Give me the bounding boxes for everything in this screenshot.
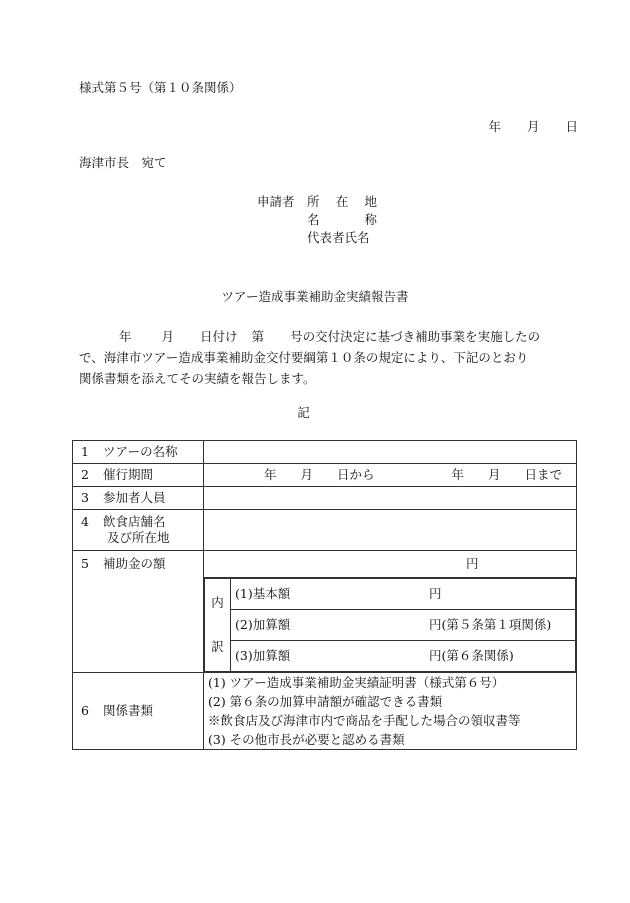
body-dai: 第 bbox=[251, 329, 265, 344]
table-row bbox=[73, 441, 577, 464]
addressee: 海津市長 宛て bbox=[79, 155, 167, 170]
date-year: 年 bbox=[488, 119, 501, 134]
table-row bbox=[73, 464, 577, 487]
row-label: 3 参加者人員 bbox=[73, 487, 204, 510]
applicant-block bbox=[257, 196, 377, 250]
name-label-char-2: 称 bbox=[364, 212, 377, 227]
row-label: 1 ツアーの名称 bbox=[73, 441, 204, 464]
body-line-3: 関係書類を添えてその実績を報告します。 bbox=[79, 371, 316, 386]
address-label-char-2: 在 bbox=[335, 194, 349, 209]
form-number: 様式第５号（第１０条関係） bbox=[79, 80, 242, 95]
address-label-char-3: 地 bbox=[364, 194, 377, 209]
breakdown-cell: 内 訳 (1)基本額 円 (2)加算額 円(第５条第１項関係) (3)加算額 円(第６条関係) bbox=[204, 578, 577, 673]
body-paragraph bbox=[79, 326, 579, 389]
address-label-char-1: 所 bbox=[307, 194, 320, 209]
body-line-2: で、海津市ツアー造成事業補助金交付要綱第１０条の規定により、下記のとおり bbox=[79, 350, 529, 365]
period-cell: 年 月 日から 年 月 日まで bbox=[204, 464, 577, 487]
table-row bbox=[73, 551, 577, 578]
body-month: 月 bbox=[161, 329, 175, 344]
ki-heading bbox=[0, 407, 630, 420]
body-go-text: 号の交付決定に基づき補助事業を実施したの bbox=[290, 329, 541, 344]
document-title: ツアー造成事業補助金実績報告書 bbox=[221, 289, 409, 304]
report-table bbox=[72, 440, 577, 750]
amount-cell: 円 bbox=[204, 551, 577, 578]
date-day: 日 bbox=[565, 119, 578, 134]
ki-text: 記 bbox=[297, 405, 310, 420]
row-label: 4 飲食店舗名 及び所在地 bbox=[73, 510, 204, 551]
name-label-char-1: 名 bbox=[307, 212, 320, 227]
tour-name-cell bbox=[204, 441, 577, 464]
breakdown-label: 内 訳 bbox=[205, 579, 231, 672]
table-row bbox=[73, 487, 577, 510]
representative-label: 代表者氏名 bbox=[307, 230, 370, 245]
restaurant-cell bbox=[204, 510, 577, 551]
date-month: 月 bbox=[526, 119, 540, 134]
applicant-role: 申請者 bbox=[257, 194, 295, 209]
body-year: 年 bbox=[119, 329, 132, 344]
documents-cell: (1) ツアー造成事業補助金実績証明書（様式第６号） (2) 第６条の加算申請額が確認できる書類 ※飲食店及び海津市内で商品を手配した場合の領収書等 (3) その他市長が必要と認める書類 bbox=[204, 673, 577, 750]
date-line bbox=[488, 121, 578, 134]
body-dated: 日付け bbox=[200, 329, 238, 344]
row-label: 2 催行期間 bbox=[73, 464, 204, 487]
table-row bbox=[73, 673, 577, 750]
participants-cell bbox=[204, 487, 577, 510]
row-label: 6 関係書類 bbox=[73, 673, 204, 750]
table-row bbox=[73, 510, 577, 551]
row-label: 5 補助金の額 bbox=[73, 551, 204, 673]
